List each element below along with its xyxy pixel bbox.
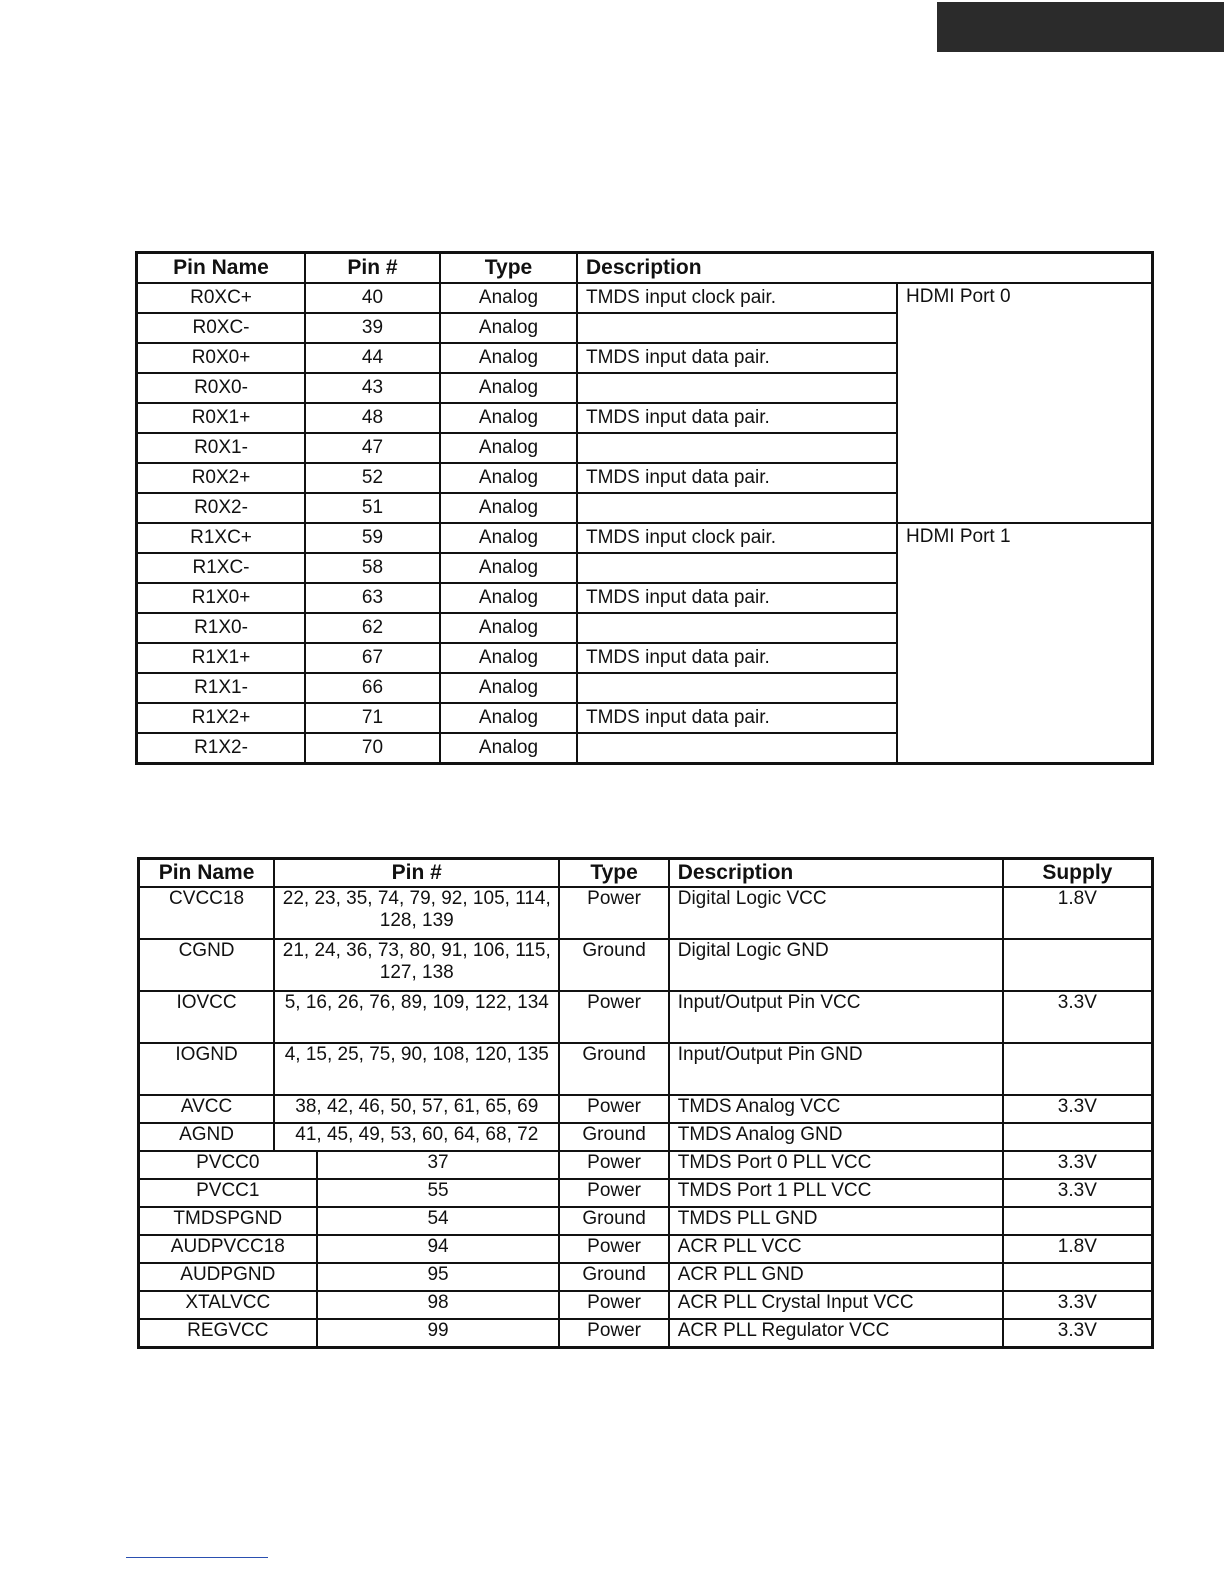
pin-description-cell (577, 553, 897, 583)
table-row (139, 1095, 1153, 1123)
pin-name-cell: XTALVCC (139, 1291, 317, 1319)
pin-description-cell: TMDS Port 0 PLL VCC (669, 1151, 1003, 1179)
pin-type-cell: Analog (440, 643, 577, 673)
pin-description-cell: TMDS input data pair. (577, 643, 897, 673)
pin-name-cell: R0X2+ (137, 463, 306, 493)
pin-type-cell: Ground (559, 939, 668, 991)
column-header-supply: Supply (1003, 859, 1153, 888)
supply-voltage-cell: 3.3V (1003, 1291, 1153, 1319)
pin-description-cell: TMDS input data pair. (577, 703, 897, 733)
pin-number-cell: 5, 16, 26, 76, 89, 109, 122, 134 (274, 991, 559, 1043)
pin-description-cell: TMDS PLL GND (669, 1207, 1003, 1235)
table-row (137, 283, 1153, 313)
pin-type-cell: Analog (440, 433, 577, 463)
pin-type-cell: Analog (440, 343, 577, 373)
supply-voltage-cell: 1.8V (1003, 1235, 1153, 1263)
table-row (139, 1263, 1153, 1291)
pin-type-cell: Analog (440, 403, 577, 433)
header-bar (937, 2, 1224, 52)
column-header-pin-name: Pin Name (139, 859, 275, 888)
table-header-row (137, 253, 1153, 284)
pin-description-cell: Input/Output Pin VCC (669, 991, 1003, 1043)
pin-number-cell: 4, 15, 25, 75, 90, 108, 120, 135 (274, 1043, 559, 1095)
pin-name-cell: REGVCC (139, 1319, 317, 1348)
pin-name-cell: R1X1+ (137, 643, 306, 673)
pin-type-cell: Ground (559, 1207, 668, 1235)
supply-voltage-cell (1003, 939, 1153, 991)
pin-number-cell: 95 (317, 1263, 560, 1291)
pin-name-cell: R1X2+ (137, 703, 306, 733)
pin-type-cell: Analog (440, 583, 577, 613)
table-body (137, 283, 1153, 764)
table-row (139, 1319, 1153, 1348)
pin-number-cell: 63 (305, 583, 440, 613)
pin-number-cell: 51 (305, 493, 440, 523)
pin-name-cell: R0XC- (137, 313, 306, 343)
table-body (139, 887, 1153, 1348)
pin-description-cell: Digital Logic VCC (669, 887, 1003, 939)
pin-type-cell: Analog (440, 613, 577, 643)
supply-voltage-cell: 3.3V (1003, 991, 1153, 1043)
pin-number-cell: 55 (317, 1179, 560, 1207)
pin-number-cell: 44 (305, 343, 440, 373)
table-row (139, 939, 1153, 991)
supply-voltage-cell: 3.3V (1003, 1151, 1153, 1179)
pin-number-cell: 22, 23, 35, 74, 79, 92, 105, 114, 128, 139 (274, 887, 559, 939)
table-row (139, 1235, 1153, 1263)
pin-description-cell: TMDS input clock pair. (577, 283, 897, 313)
column-header-pin-number: Pin # (274, 859, 559, 888)
pin-description-cell: TMDS Port 1 PLL VCC (669, 1179, 1003, 1207)
pin-name-cell: R1XC+ (137, 523, 306, 553)
pin-name-cell: AUDPVCC18 (139, 1235, 317, 1263)
pin-name-cell: PVCC1 (139, 1179, 317, 1207)
pin-description-cell: TMDS input clock pair. (577, 523, 897, 553)
pin-number-cell: 41, 45, 49, 53, 60, 64, 68, 72 (274, 1123, 559, 1151)
table-row (139, 991, 1153, 1043)
pin-type-cell: Power (559, 1179, 668, 1207)
pin-type-cell: Power (559, 1319, 668, 1348)
pin-type-cell: Power (559, 1151, 668, 1179)
footer-rule (126, 1557, 268, 1558)
column-header-type: Type (440, 253, 577, 284)
pin-name-cell: AVCC (139, 1095, 275, 1123)
table-row (139, 1291, 1153, 1319)
pin-description-cell: TMDS Analog VCC (669, 1095, 1003, 1123)
pin-number-cell: 40 (305, 283, 440, 313)
pin-name-cell: AGND (139, 1123, 275, 1151)
pin-number-cell: 37 (317, 1151, 560, 1179)
pin-description-cell (577, 433, 897, 463)
pin-name-cell: PVCC0 (139, 1151, 317, 1179)
pin-type-cell: Analog (440, 463, 577, 493)
pin-type-cell: Ground (559, 1263, 668, 1291)
pin-name-cell: R0XC+ (137, 283, 306, 313)
pin-description-cell: TMDS input data pair. (577, 583, 897, 613)
pin-description-cell: TMDS input data pair. (577, 403, 897, 433)
pin-name-cell: R1X1- (137, 673, 306, 703)
table-row (139, 887, 1153, 939)
port-group-cell: HDMI Port 0 (897, 283, 1153, 523)
pin-description-cell (577, 613, 897, 643)
pin-name-cell: R0X1+ (137, 403, 306, 433)
pin-name-cell: TMDSPGND (139, 1207, 317, 1235)
pin-number-cell: 38, 42, 46, 50, 57, 61, 65, 69 (274, 1095, 559, 1123)
pin-number-cell: 52 (305, 463, 440, 493)
column-header-description: Description (577, 253, 1153, 284)
table-row (139, 1179, 1153, 1207)
pin-number-cell: 62 (305, 613, 440, 643)
pin-description-cell (577, 493, 897, 523)
pin-type-cell: Power (559, 1291, 668, 1319)
column-header-pin-number: Pin # (305, 253, 440, 284)
pin-type-cell: Power (559, 1235, 668, 1263)
supply-voltage-cell: 1.8V (1003, 887, 1153, 939)
table-row (139, 1123, 1153, 1151)
pin-number-cell: 67 (305, 643, 440, 673)
pin-description-cell: TMDS input data pair. (577, 343, 897, 373)
pin-description-cell (577, 733, 897, 764)
pin-number-cell: 71 (305, 703, 440, 733)
pin-name-cell: R1X0+ (137, 583, 306, 613)
column-header-pin-name: Pin Name (137, 253, 306, 284)
pin-number-cell: 43 (305, 373, 440, 403)
supply-voltage-cell (1003, 1043, 1153, 1095)
pin-name-cell: R0X2- (137, 493, 306, 523)
pin-name-cell: R0X0+ (137, 343, 306, 373)
pin-type-cell: Power (559, 887, 668, 939)
pin-type-cell: Ground (559, 1043, 668, 1095)
table-row (139, 1207, 1153, 1235)
pin-type-cell: Analog (440, 703, 577, 733)
supply-voltage-cell: 3.3V (1003, 1319, 1153, 1348)
pin-name-cell: IOGND (139, 1043, 275, 1095)
pin-description-cell: ACR PLL Crystal Input VCC (669, 1291, 1003, 1319)
pin-type-cell: Ground (559, 1123, 668, 1151)
pin-description-cell (577, 673, 897, 703)
pin-type-cell: Analog (440, 673, 577, 703)
table-row (139, 1151, 1153, 1179)
pin-name-cell: R0X0- (137, 373, 306, 403)
pin-number-cell: 94 (317, 1235, 560, 1263)
supply-voltage-cell (1003, 1123, 1153, 1151)
pin-description-cell: ACR PLL VCC (669, 1235, 1003, 1263)
supply-voltage-cell: 3.3V (1003, 1095, 1153, 1123)
table-header-row (139, 859, 1153, 888)
pin-type-cell: Analog (440, 733, 577, 764)
pin-name-cell: R1X2- (137, 733, 306, 764)
pin-name-cell: R1X0- (137, 613, 306, 643)
power-pin-table (137, 857, 1154, 1349)
pin-name-cell: CGND (139, 939, 275, 991)
pin-number-cell: 59 (305, 523, 440, 553)
pin-type-cell: Analog (440, 313, 577, 343)
pin-number-cell: 47 (305, 433, 440, 463)
pin-description-cell: TMDS input data pair. (577, 463, 897, 493)
pin-description-cell (577, 373, 897, 403)
pin-description-cell: Digital Logic GND (669, 939, 1003, 991)
pin-description-cell: ACR PLL Regulator VCC (669, 1319, 1003, 1348)
pin-name-cell: R1XC- (137, 553, 306, 583)
pin-number-cell: 58 (305, 553, 440, 583)
pin-number-cell: 98 (317, 1291, 560, 1319)
pin-name-cell: R0X1- (137, 433, 306, 463)
pin-number-cell: 39 (305, 313, 440, 343)
pin-name-cell: CVCC18 (139, 887, 275, 939)
pin-description-cell: ACR PLL GND (669, 1263, 1003, 1291)
pin-type-cell: Analog (440, 493, 577, 523)
table-row (137, 523, 1153, 553)
pin-number-cell: 54 (317, 1207, 560, 1235)
pin-description-cell: Input/Output Pin GND (669, 1043, 1003, 1095)
supply-voltage-cell (1003, 1207, 1153, 1235)
pin-name-cell: IOVCC (139, 991, 275, 1043)
pin-type-cell: Power (559, 991, 668, 1043)
hdmi-input-pin-table (135, 251, 1154, 765)
pin-type-cell: Analog (440, 373, 577, 403)
column-header-type: Type (559, 859, 668, 888)
pin-number-cell: 66 (305, 673, 440, 703)
pin-type-cell: Analog (440, 283, 577, 313)
pin-type-cell: Analog (440, 553, 577, 583)
port-group-cell: HDMI Port 1 (897, 523, 1153, 764)
pin-description-cell (577, 313, 897, 343)
pin-number-cell: 99 (317, 1319, 560, 1348)
pin-number-cell: 70 (305, 733, 440, 764)
pin-number-cell: 48 (305, 403, 440, 433)
table-row (139, 1043, 1153, 1095)
pin-number-cell: 21, 24, 36, 73, 80, 91, 106, 115, 127, 138 (274, 939, 559, 991)
pin-type-cell: Analog (440, 523, 577, 553)
supply-voltage-cell (1003, 1263, 1153, 1291)
pin-name-cell: AUDPGND (139, 1263, 317, 1291)
pin-description-cell: TMDS Analog GND (669, 1123, 1003, 1151)
pin-type-cell: Power (559, 1095, 668, 1123)
supply-voltage-cell: 3.3V (1003, 1179, 1153, 1207)
column-header-description: Description (669, 859, 1003, 888)
